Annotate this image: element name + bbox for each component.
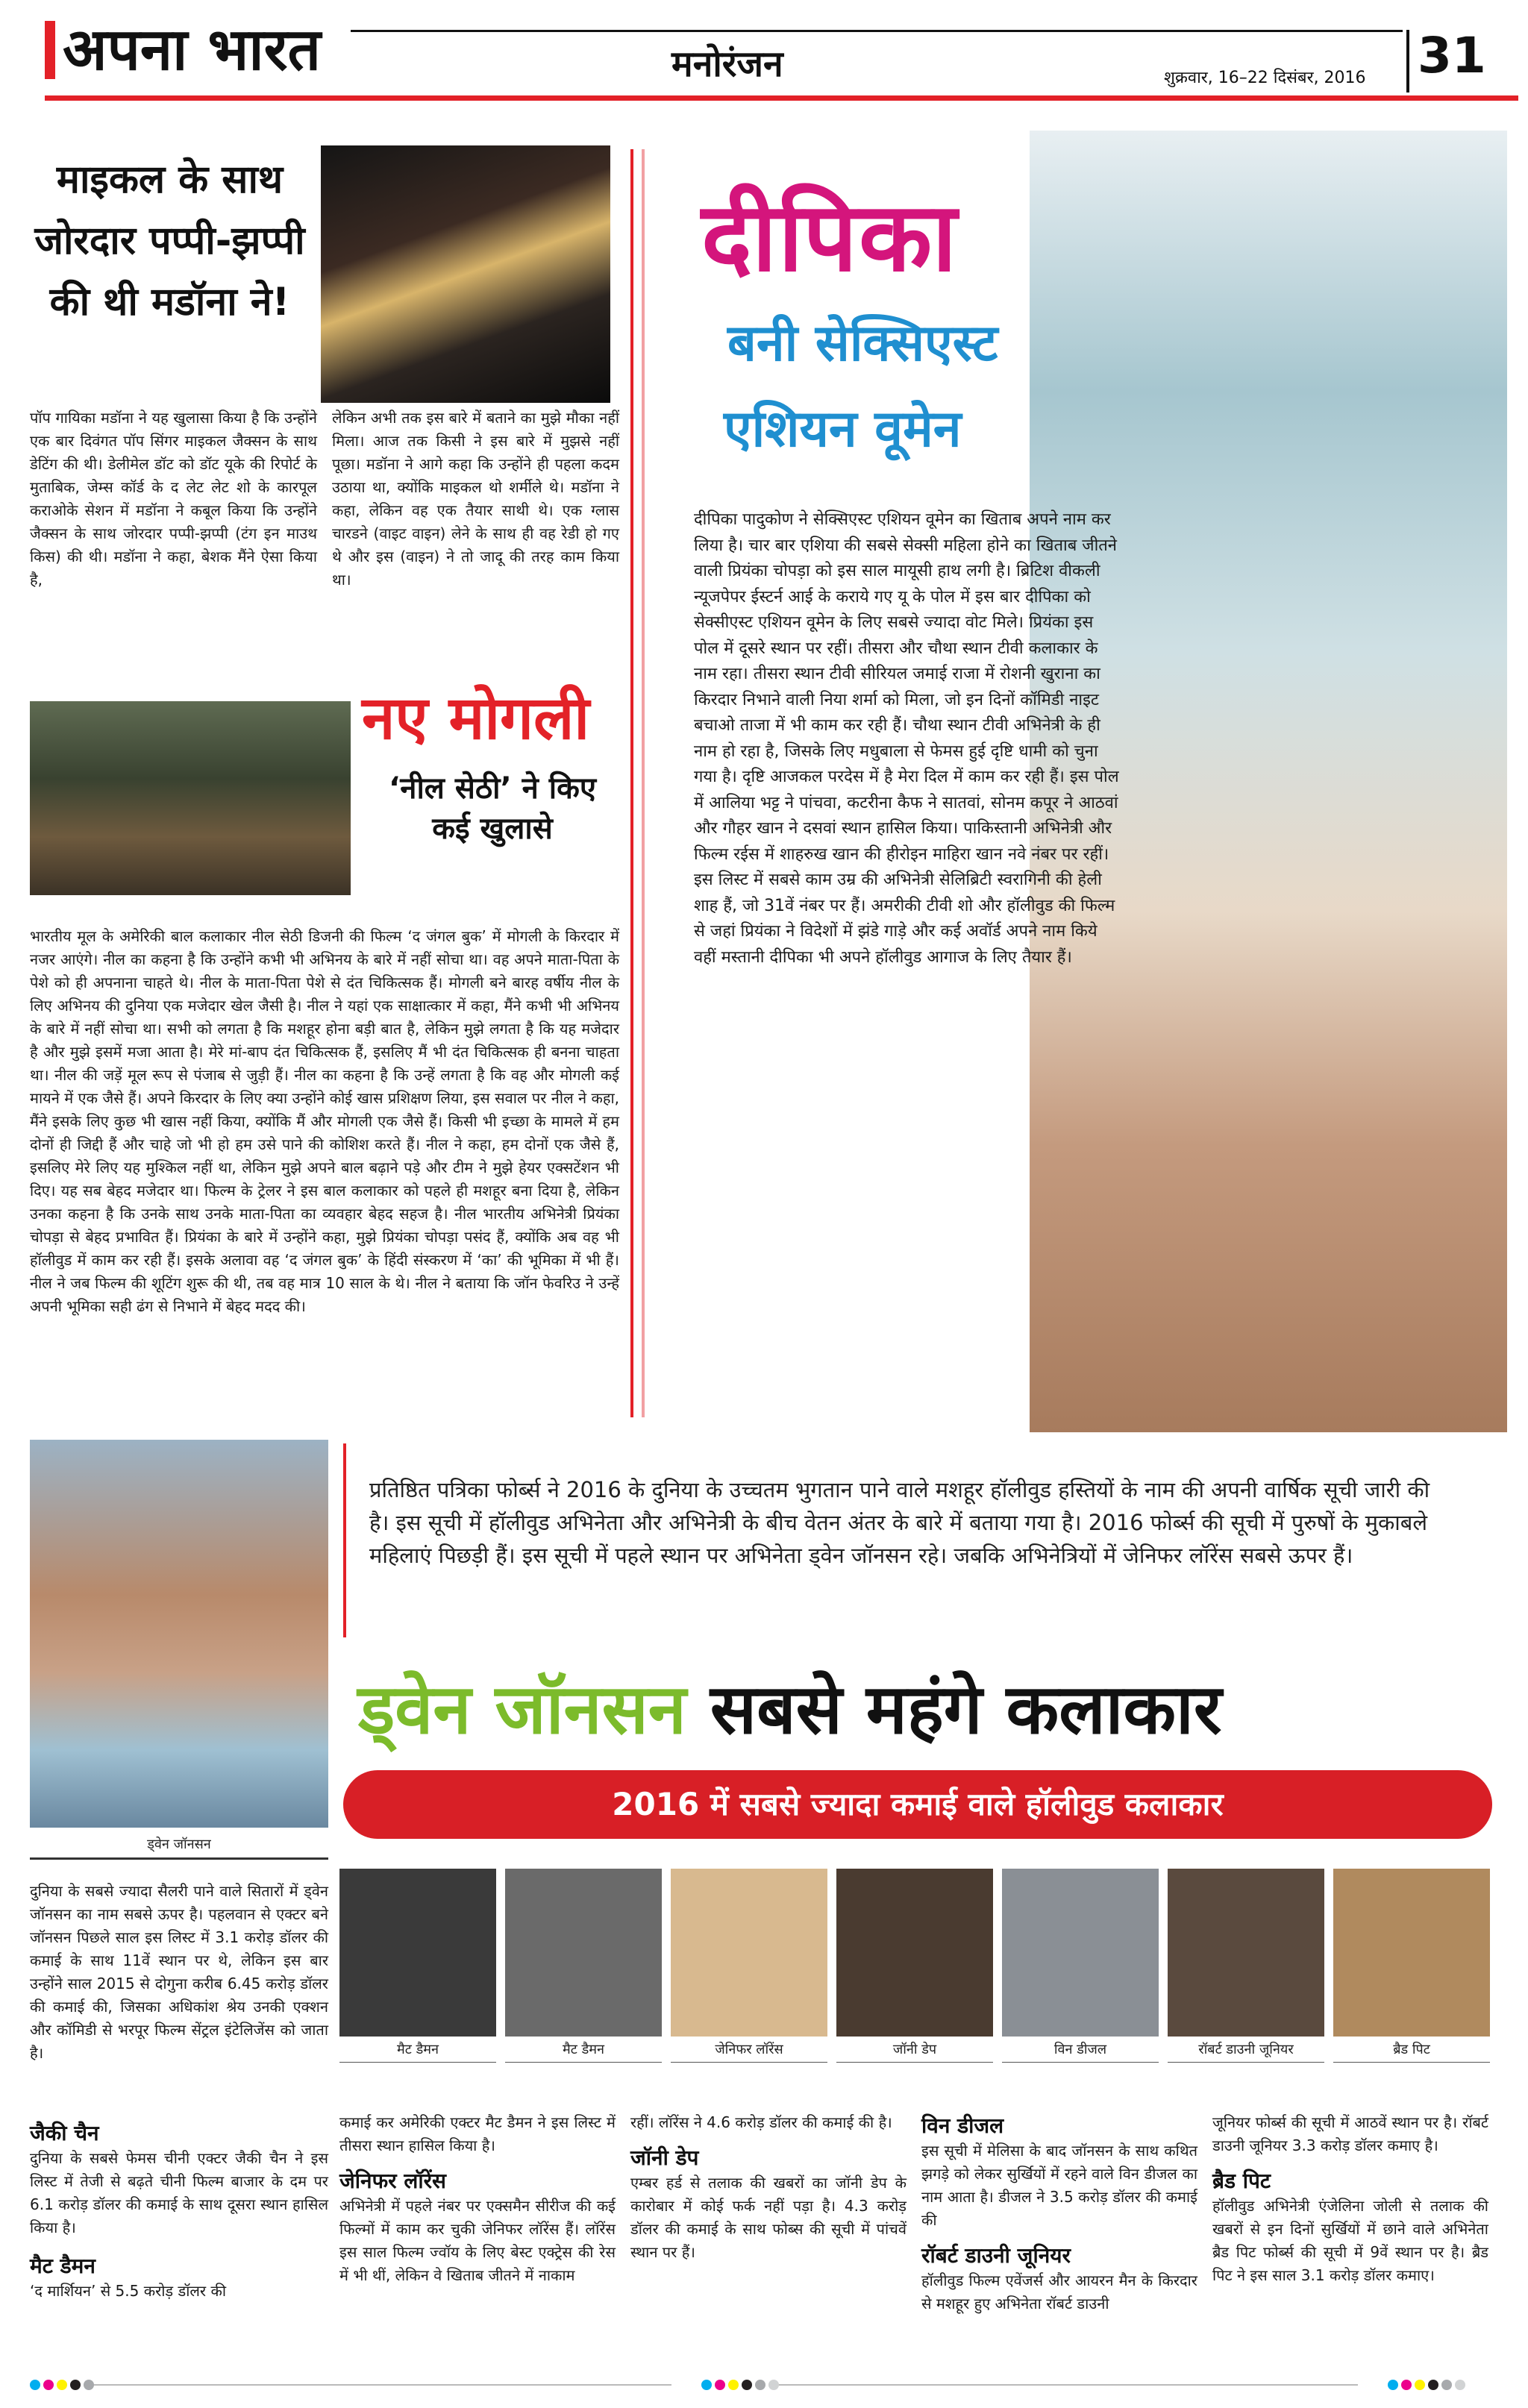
footer-color-dots-center: [701, 2380, 779, 2390]
color-dot: [1455, 2380, 1465, 2390]
actor-photo-strip: [339, 1869, 1496, 2063]
actor-card: [671, 1869, 827, 2063]
johnny-heading: जॉनी डेप: [630, 2145, 699, 2170]
deepika-subtitle-2: एशियन वूमेन: [724, 400, 962, 459]
actor-photo: [671, 1869, 827, 2037]
color-dot: [70, 2380, 81, 2390]
text-column-4: [921, 2111, 1197, 2315]
robert-body: हॉलीवुड फिल्म एवेंजर्स और आयरन मैन के किरदार से मशहूर हुए अभिनेता रॉबर्ट डाउनी: [921, 2271, 1197, 2313]
mogli-body: भारतीय मूल के अमेरिकी बाल कलाकार नील सेठी डिजनी की फिल्म ‘द जंगल बुक’ में मोगली के किरदार में नजर आएंगे। नील का कहना है कि उन्होंने कभी भी अभिनय के बारे में नहीं सोचा था। वह अपने माता-पिता के पेशे को ही अपनाना चाहते थे। नील के माता-पिता पेशे से दंत चिकित्सक हैं। मोगली बने बारह वर्षीय नील के लिए अभिनय की दुनिया एक मजेदार खेल जैसी है। नील ने यहां एक साक्षात्कार में कहा, मैंने कभी भी अभिनय के बारे में नहीं सोचा था। सभी को लगता है कि मशहूर होना बड़ी बात है, लेकिन मुझे लगता है कि यह मजेदार है और मुझे इसमें मजा आता है। मेरे मां-बाप दंत चिकित्सक हैं, इसलिए मैं भी दंत चिकित्सक ही बनना चाहता था। नील की जड़ें मूल रूप से पंजाब से जुड़ी हैं। नील का कहना है कि उन्हें लगता है कि वह और मोगली कई मायने में एक जैसे हैं। अपने किरदार के लिए क्या उन्होंने कोई खास प्रशिक्षण लिया, इस सवाल पर नील ने कहा, मैंने इसके लिए कुछ भी खास नहीं किया, क्योंकि मैं और मोगली एक जैसे हैं। किसी भी इच्छा के मामले में हम दोनों ही जिद्दी हैं और चाहे जो भी हो हम उसे पाने की कोशिश करते हैं। नील ने कहा, हम दोनों एक जैसे हैं, इसलिए मेरे लिए यह मुश्किल नहीं था, लेकिन मुझे अपने बाल बढ़ाने पड़े और टीम ने मुझे हेयर एक्सटेंशन भी दिए। यह सब बेहद मजेदार था। फिल्म के ट्रेलर ने इस बाल कलाकार को पहले ही मशहूर बना दिया है, लेकिन उनका कहना है कि उनके साथ उनके माता-पिता का व्यवहार बेहद सहज है। नील भारतीय अभिनेत्री प्रियंका चोपड़ा से बेहद प्रभावित हैं। प्रियंका के बारे में उन्होंने कहा, मुझे प्रियंका चोपड़ा पसंद हैं, क्योंकि अब वह भी हॉलीवुड में काम कर रही हैं। इसके अलावा वह ‘द जंगल बुक’ के हिंदी संस्करण में ‘का’ की भूमिका में भी हैं।नील ने जब फिल्म की शूटिंग शुरू की थी, तब वह मात्र 10 साल के थे। नील ने बताया कि जॉन फेवरिउ ने उन्हें अपनी भूमिका सही ढंग से निभाने में बेहद मदद की।: [30, 927, 619, 1315]
color-dot: [701, 2380, 712, 2390]
page-number-divider: [1406, 30, 1409, 93]
actor-photo: [505, 1869, 662, 2037]
actor-name: ब्रैड पिट: [1333, 2037, 1490, 2063]
text-column-2: [339, 2111, 616, 2287]
actor-card: [339, 1869, 496, 2063]
color-dot: [1401, 2380, 1412, 2390]
issue-date: शुक्रवार, 16–22 दिसंबर, 2016: [1164, 69, 1366, 87]
dwayne-photo-caption: ड्वेन जॉनसन: [147, 1837, 211, 1852]
brad-heading: ब्रैड पिट: [1212, 2169, 1271, 2193]
page-number: 31: [1418, 27, 1486, 84]
actor-name: विन डीजल: [1002, 2037, 1159, 2063]
actor-card: [1168, 1869, 1324, 2063]
jennifer-body-cont: रहीं। लॉरेंस ने 4.6 करोड़ डॉलर की कमाई की है।: [630, 2113, 892, 2131]
jennifer-heading: जेनिफर लॉरेंस: [339, 2169, 446, 2193]
color-dot: [715, 2380, 725, 2390]
dwayne-headline: [358, 1660, 1222, 1753]
mogli-subheadline: ‘नील सेठी’ ने किए कई खुलासे: [389, 771, 596, 846]
actor-photo: [1168, 1869, 1324, 2037]
footer-color-dots-right: [1388, 2380, 1465, 2390]
text-column-5: [1212, 2111, 1488, 2287]
actor-name: जॉनी डेप: [836, 2037, 993, 2063]
actor-card: [1002, 1869, 1159, 2063]
masthead-rule-red: [351, 95, 1518, 101]
jennifer-body: अभिनेत्री में पहले नंबर पर एक्समैन सीरीज की कई फिल्मों में काम कर चुकी जेनिफर लॉरेंस हैं। लॉरेंस इस साल फिल्म ज्वॉय के लिए बेस्ट एक्ट्रेस की रेस में भी थीं, लेकिन वे खिताब जीतने में नाकाम: [339, 2197, 616, 2284]
madonna-photo: [321, 145, 610, 403]
actor-photo: [1333, 1869, 1490, 2037]
color-dot: [1428, 2380, 1438, 2390]
actor-card: [836, 1869, 993, 2063]
madonna-headline: माइकल के साथ जोरदार पप्पी-झप्पी की थी मडॉना ने!: [34, 157, 305, 324]
actor-name: मैट डैमन: [339, 2037, 496, 2063]
color-dot: [742, 2380, 752, 2390]
madonna-body-col2: लेकिन अभी तक इस बारे में बताने का मुझे मौका नहीं मिला। आज तक किसी ने इस बारे में मुझसे नहीं पूछा। मडॉना ने आगे कहा कि उन्होंने ही पहला कदम उठाया था, क्योंकि माइकल थो शर्मीले थे। मडॉना ने कहा, लेकिन वह एक तैयार साथी थे। एक ग्लास चारडने (वाइट वाइन) लेने के साथ ही वह रेडी हो गए थे और इस (वाइन) ने तो जादू की तरह काम किया था।: [332, 409, 619, 589]
text-column-3: [630, 2111, 907, 2264]
color-dot: [84, 2380, 94, 2390]
dwayne-headline-rest: सबसे महंगे कलाकार: [710, 1669, 1222, 1749]
forbes-intro: प्रतिष्ठित पत्रिका फोर्ब्स ने 2016 के दुनिया के उच्चतम भुगतान पाने वाले मशहूर हॉलीवुड हस्तियों के नाम की अपनी वार्षिक सूची जारी की है। इस सूची में हॉलीवुड अभिनेता और अभिनेत्री के बीच वेतन अंतर के बारे में बताया गया है। 2016 फोर्ब्स की सूची में पुरुषों के मुकाबले महिलाएं पिछड़ी हैं। इस सूची में पहले स्थान पर अभिनेता ड्वेन जॉनसन रहे। जबकि अभिनेत्रियों में जेनिफर लॉरेंस सबसे ऊपर हैं।: [369, 1477, 1430, 1568]
color-dot: [768, 2380, 779, 2390]
madonna-body-col1: पॉप गायिका मडॉना ने यह खुलासा किया है कि उन्होंने एक बार दिवंगत पॉप सिंगर माइकल जैक्सन के साथ डेटिंग की थी। डेलीमेल डॉट को डॉट यूके की रिपोर्ट के मुताबिक, जेम्स कॉर्ड के द लेट लेट शो के कारपूल कराओके सेशन में मडॉना ने कबूल किया कि उन्होंने जैक्सन के साथ जोरदार पप्पी-झप्पी (टंग इन माउथ किस) की थी। मडॉना ने कहा, बेशक मैंने ऐसा किया है,: [30, 409, 317, 589]
color-dot: [30, 2380, 40, 2390]
forbes-intro-rule: [343, 1443, 346, 1637]
vin-body: इस सूची में मेलिसा के बाद जॉनसन के साथ कथित झगड़े को लेकर सुर्खियों में रहने वाले विन डीजल का नाम आता है। डीजल ने 3.5 करोड़ डॉलर की कमाई की: [921, 2142, 1197, 2229]
actor-name: जेनिफर लॉरेंस: [671, 2037, 827, 2063]
matt-body: ‘द मार्शियन’ से 5.5 करोड़ डॉलर की: [30, 2282, 227, 2300]
dwayne-headline-name: ड्वेन जॉनसन: [358, 1669, 686, 1749]
color-dot: [1388, 2380, 1398, 2390]
masthead-rule-top: [351, 30, 1403, 32]
actor-photo: [1002, 1869, 1159, 2037]
jackie-heading: जैकी चैन: [30, 2121, 99, 2145]
section-title: मनोरंजन: [671, 43, 783, 85]
brad-body: हॉलीवुड अभिनेत्री एंजेलिना जोली से तलाक की खबरों से इन दिनों सुर्खियों में छाने वाले अभिनेता ब्रैड पिट फोर्ब्स की सूची में 9वें स्थान पर है। ब्रैड पिट ने इस साल 3.1 करोड़ डॉलर कमाए।: [1212, 2197, 1488, 2284]
actor-name: मैट डैमन: [505, 2037, 662, 2063]
color-dot: [57, 2380, 67, 2390]
robert-heading: रॉबर्ट डाउनी जूनियर: [921, 2243, 1071, 2268]
jackie-section: [30, 2119, 328, 2303]
vin-heading: विन डीजल: [921, 2113, 1004, 2138]
paper-name: अपना भारत: [45, 21, 321, 79]
actor-card: [505, 1869, 662, 2063]
matt-heading: मैट डैमन: [30, 2254, 96, 2278]
color-dot: [1415, 2380, 1425, 2390]
robert-body-cont: जूनियर फोर्ब्स की सूची में आठवें स्थान पर है। रॉबर्ट डाउनी जूनियर 3.3 करोड़ डॉलर कमाए है।: [1212, 2113, 1488, 2154]
color-dot: [1441, 2380, 1452, 2390]
footer-rule-left: [90, 2384, 671, 2386]
johnny-body: एम्बर हर्ड से तलाक की खबरों का जॉनी डेप के कारोबार में कोई फर्क नहीं पड़ा है। 4.3 करोड़ डॉलर की कमाई के साथ फोब्स की सूची में पांचवें स्थान पर हैं।: [630, 2174, 907, 2261]
mogli-photo: [30, 701, 351, 895]
color-dot: [755, 2380, 765, 2390]
masthead-rule-left: [45, 95, 351, 101]
caption-rule: [30, 1857, 328, 1860]
deepika-title: दीपिका: [701, 182, 959, 293]
color-dot: [43, 2380, 54, 2390]
actor-name: रॉबर्ट डाउनी जूनियर: [1168, 2037, 1324, 2063]
deepika-subtitle-1: बनी सेक्सिएस्ट: [727, 314, 998, 373]
jackie-body: दुनिया के सबसे फेमस चीनी एक्टर जैकी चैन ने इस लिस्ट में तेजी से बढ़ते चीनी फिल्म बाजार के दम पर 6.1 करोड़ डॉलर की कमाई के साथ दूसरा स्थान हासिल किया है।: [30, 2149, 328, 2236]
color-dot: [728, 2380, 739, 2390]
footer-rule-right: [776, 2384, 1358, 2386]
actor-photo: [836, 1869, 993, 2037]
column-rule: [630, 149, 633, 1417]
deepika-body: दीपिका पादुकोण ने सेक्सिएस्ट एशियन वूमेन का खिताब अपने नाम कर लिया है। चार बार एशिया की सबसे सेक्सी महिला होने का खिताब जीतने वाली प्रियंका चोपड़ा को इस साल मायूसी हाथ लगी है। ब्रिटिश वीकली न्यूजपेपर ईस्टर्न आई के कराये गए यू के पोल में इस बार दीपिका को सेक्सीएस्ट एशियन वूमेन के लिए सबसे ज्यादा वोट मिले। प्रियंका इस पोल में दूसरे स्थान पर रहीं। तीसरा और चौथा स्थान टीवी कलाकार के नाम रहा। तीसरा स्थान टीवी सीरियल जमाई राजा में रोशनी खुराना का किरदार निभाने वाली निया शर्मा को मिला, जो इन दिनों कॉमिडी नाइट बचाओ ताजा में भी काम कर रही हैं। चौथा स्थान टीवी अभिनेत्री के ही नाम हो रहा है, जिसके लिए मधुबाला से फेमस हुई दृष्टि धामी को चुना गया है। दृष्टि आजकल परदेस में है मेरा दिल में काम कर रही हैं। इस पोल में आलिया भट्ट ने पांचवा, कटरीना कैफ ने सातवां, सोनम कपूर ने आठवां और गौहर खान ने दसवां स्थान हासिल किया। पाकिस्तानी अभिनेत्री और फिल्म रईस में शाहरुख खान की हीरोइन माहिरा खान नवे नंबर पर रहीं। इस लिस्ट में सबसे काम उम्र की अभिनेत्री सेलिब्रिटी स्वरागिनी की हेली शाह हैं, जो 31वें नंबर पर हैं। अमरीकी टीवी शो और हॉलीवुड की फिल्म से जहां प्रियंका ने विदेशों में झंडे गाड़े और कई अवॉर्ड अपने नाम किये वहीं मस्तानी दीपिका भी अपने हॉलीवुड आगाज के लिए तैयार हैं।: [694, 510, 1119, 967]
column-rule-light: [642, 149, 645, 1417]
footer-color-dots-left: [30, 2380, 94, 2390]
mogli-headline: नए मोगली: [362, 683, 590, 753]
actor-photo: [339, 1869, 496, 2037]
top-earners-banner: 2016 में सबसे ज्यादा कमाई वाले हॉलीवुड कलाकार: [343, 1770, 1492, 1839]
actor-card: [1333, 1869, 1490, 2063]
matt-body-cont: कमाई कर अमेरिकी एक्टर मैट डैमन ने इस लिस्ट में तीसरा स्थान हासिल किया है।: [339, 2113, 616, 2154]
dwayne-johnson-photo: [30, 1440, 328, 1828]
dwayne-body: दुनिया के सबसे ज्यादा सैलरी पाने वाले सितारों में ड्वेन जॉनसन का नाम सबसे ऊपर है। पहलवान से एक्टर बने जॉनसन पिछले साल इस लिस्ट में 3.1 करोड़ डॉलर की कमाई के साथ 11वें स्थान पर थे, लेकिन इस बार उन्होंने साल 2015 से दोगुना करीब 6.45 करोड़ डॉलर की कमाई की, जिसका अधिकांश श्रेय उनकी एक्शन और कॉमिडी से भरपूर फिल्म सेंट्रल इंटेलिजेंस को जाता है।: [30, 1882, 328, 2062]
